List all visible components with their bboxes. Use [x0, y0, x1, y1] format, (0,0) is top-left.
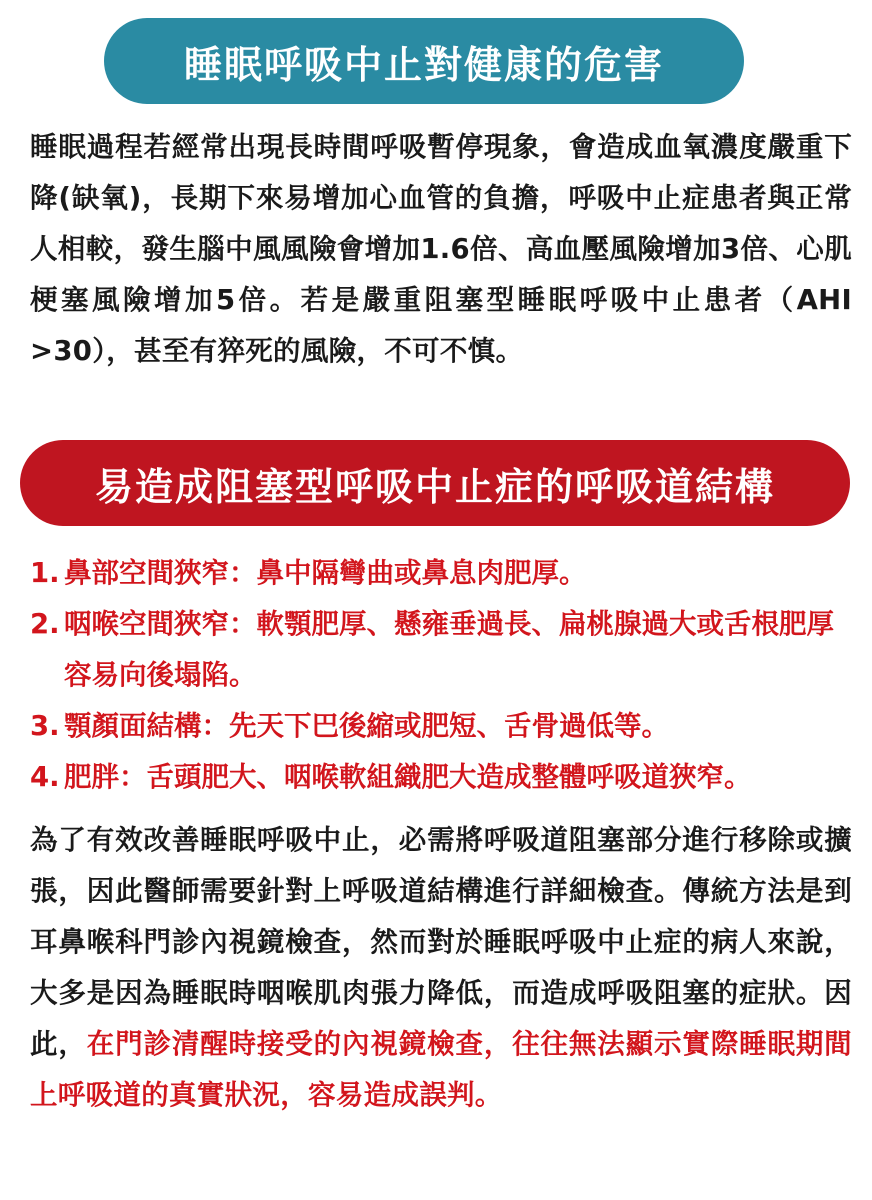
- list-item-number: 3.: [30, 710, 60, 742]
- list-item-number: 2.: [30, 608, 60, 640]
- airway-structure-list: [30, 548, 852, 803]
- list-item-text: 鼻部空間狹窄：鼻中隔彎曲或鼻息肉肥厚。: [64, 557, 587, 589]
- section-title-text: 睡眠呼吸中止對健康的危害: [183, 42, 664, 87]
- list-item-number: 1.: [30, 557, 60, 589]
- list-item-text: 肥胖：舌頭肥大、咽喉軟組織肥大造成整體呼吸道狹窄。: [64, 761, 752, 793]
- section-title-airway-structures: [20, 440, 850, 526]
- list-item: [30, 701, 852, 752]
- conclusion-paragraph: [30, 815, 852, 1121]
- conclusion-text: 為了有效改善睡眠呼吸中止，必需將呼吸道阻塞部分進行移除或擴張，因此醫師需要針對上呼吸道結構進行詳細檢查。傳統方法是到耳鼻喉科門診內視鏡檢查，然而對於睡眠呼吸中止症的病人來說，大多是因為睡眠時咽喉肌肉張力降低，而造成呼吸阻塞的症狀。因此，: [30, 824, 852, 1060]
- section-title-text: 易造成阻塞型呼吸中止症的呼吸道結構: [94, 464, 775, 509]
- list-item-text: 顎顏面結構：先天下巴後縮或肥短、舌骨過低等。: [64, 710, 669, 742]
- section-title-health-hazards: [104, 18, 744, 104]
- list-item: [30, 599, 852, 701]
- list-item: [30, 752, 852, 803]
- conclusion-highlight-text: 在門診清醒時接受的內視鏡檢查，往往無法顯示實際睡眠期間上呼吸道的真實狀況，容易造成誤判。: [30, 1028, 852, 1111]
- list-item-text: 咽喉空間狹窄：軟顎肥厚、懸雍垂過長、扁桃腺過大或舌根肥厚容易向後塌陷。: [64, 608, 834, 691]
- intro-paragraph: 睡眠過程若經常出現長時間呼吸暫停現象，會造成血氧濃度嚴重下降(缺氧)，長期下來易增加心血管的負擔，呼吸中止症患者與正常人相較，發生腦中風風險會增加1.6倍、高血壓風險增加3倍、心肌梗塞風險增加5倍。若是嚴重阻塞型睡眠呼吸中止患者（AHI >30），甚至有猝死的風險，不可不慎。: [30, 131, 852, 367]
- list-item-number: 4.: [30, 761, 60, 793]
- list-item: [30, 548, 852, 599]
